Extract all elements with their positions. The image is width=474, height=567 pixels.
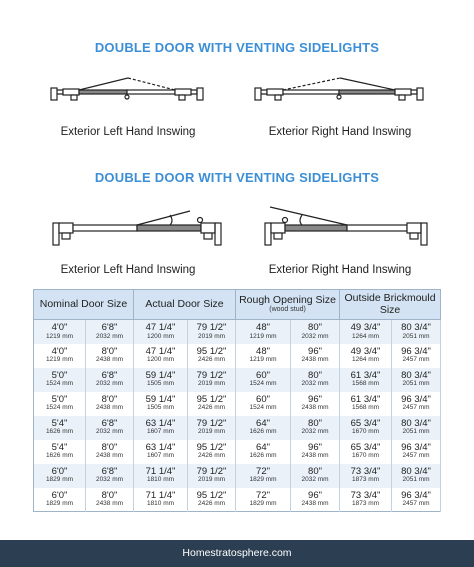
- door-diagram-row2-right: [262, 203, 430, 249]
- footer-bar: [0, 540, 474, 567]
- cell-value-imperial: 6'8": [101, 417, 118, 429]
- table-cell: [86, 488, 134, 512]
- cell-value-metric: 2457 mm: [402, 452, 430, 460]
- table-cell: [188, 464, 236, 488]
- footer-site-name: Homestratosphere.com: [182, 547, 292, 559]
- cell-value-imperial: 8'0": [101, 345, 118, 357]
- table-cell: [86, 368, 134, 392]
- section-heading-1: DOUBLE DOOR WITH VENTING SIDELIGHTS: [94, 40, 380, 55]
- cell-value-metric: 1200 mm: [146, 332, 175, 340]
- cell-value-imperial: 6'0": [51, 465, 68, 477]
- table-cell: [34, 344, 86, 368]
- table-cell: [236, 416, 291, 440]
- cell-value-imperial: 73 3/4": [350, 489, 381, 501]
- cell-value-imperial: 79 1/2": [196, 465, 227, 477]
- table-cell: [291, 368, 340, 392]
- cell-value-imperial: 80 3/4": [401, 322, 431, 333]
- table-cell: [134, 440, 188, 464]
- cell-value-imperial: 60": [256, 369, 270, 381]
- cell-value-imperial: 48": [256, 322, 270, 333]
- cell-value-imperial: 71 1/4": [145, 489, 176, 501]
- table-row: [34, 344, 441, 368]
- table-cell: [291, 464, 340, 488]
- cell-value-imperial: 60": [256, 393, 270, 405]
- cell-value-imperial: 63 1/4": [145, 417, 176, 429]
- cell-value-imperial: 48": [256, 345, 270, 357]
- cell-value-imperial: 6'8": [101, 322, 118, 333]
- cell-value-imperial: 95 1/2": [196, 441, 227, 453]
- cell-value-metric: 1829 mm: [45, 476, 74, 484]
- cell-value-metric: 2019 mm: [197, 476, 226, 484]
- table-cell: [340, 320, 392, 344]
- cell-value-metric: 1607 mm: [146, 428, 175, 436]
- cell-value-metric: 2438 mm: [301, 500, 329, 508]
- cell-value-imperial: 59 1/4": [145, 369, 176, 381]
- cell-value-imperial: 96": [308, 345, 322, 357]
- cell-value-metric: 2019 mm: [197, 428, 226, 436]
- cell-value-metric: 2051 mm: [402, 476, 430, 484]
- cell-value-metric: 1264 mm: [351, 356, 380, 364]
- cell-value-imperial: 8'0": [101, 489, 118, 501]
- cell-value-imperial: 6'8": [101, 465, 118, 477]
- cell-value-metric: 1873 mm: [351, 500, 380, 508]
- door-diagram-row1-left: [48, 76, 208, 110]
- table-cell: [291, 440, 340, 464]
- cell-value-metric: 2051 mm: [402, 332, 430, 340]
- cell-value-imperial: 95 1/2": [196, 393, 227, 405]
- cell-value-imperial: 8'0": [101, 393, 118, 405]
- cell-value-imperial: 72": [256, 465, 270, 477]
- cell-value-metric: 1626 mm: [249, 428, 277, 436]
- table-cell: [392, 488, 441, 512]
- cell-value-imperial: 73 3/4": [350, 465, 381, 477]
- caption-row2-right: Exterior Right Hand Inswing: [268, 264, 412, 276]
- section-heading-2: DOUBLE DOOR WITH VENTING SIDELIGHTS: [94, 170, 380, 185]
- table-cell: [236, 344, 291, 368]
- table-cell: [340, 440, 392, 464]
- caption-row1-left: Exterior Left Hand Inswing: [60, 126, 196, 138]
- cell-value-metric: 2051 mm: [402, 428, 430, 436]
- table-cell: [86, 344, 134, 368]
- cell-value-imperial: 65 3/4": [350, 417, 381, 429]
- cell-value-metric: 2051 mm: [402, 380, 430, 388]
- cell-value-imperial: 47 1/4": [145, 322, 176, 333]
- table-cell: [86, 416, 134, 440]
- table-cell: [134, 464, 188, 488]
- table-row: [34, 368, 441, 392]
- cell-value-imperial: 80": [308, 417, 322, 429]
- cell-value-imperial: 47 1/4": [145, 345, 176, 357]
- cell-value-metric: 1219 mm: [45, 332, 74, 340]
- table-cell: [236, 440, 291, 464]
- table-cell: [340, 368, 392, 392]
- cell-value-imperial: 61 3/4": [350, 393, 381, 405]
- table-cell: [392, 368, 441, 392]
- cell-value-metric: 2438 mm: [95, 452, 124, 460]
- cell-value-metric: 2457 mm: [402, 356, 430, 364]
- table-cell: [236, 320, 291, 344]
- table-cell: [86, 320, 134, 344]
- header-outside-brickmould-size: Outside Brickmould Size: [340, 290, 441, 320]
- cell-value-metric: 2438 mm: [301, 404, 329, 412]
- cell-value-metric: 1524 mm: [249, 404, 277, 412]
- table-row: [34, 320, 441, 344]
- table-cell: [134, 368, 188, 392]
- table-cell: [34, 464, 86, 488]
- cell-value-metric: 1524 mm: [249, 380, 277, 388]
- cell-value-metric: 1568 mm: [351, 380, 380, 388]
- cell-value-imperial: 96": [308, 441, 322, 453]
- cell-value-imperial: 72": [256, 489, 270, 501]
- table-cell: [188, 488, 236, 512]
- table-row: [34, 464, 441, 488]
- cell-value-metric: 1505 mm: [146, 380, 175, 388]
- table-cell: [34, 440, 86, 464]
- cell-value-imperial: 79 1/2": [196, 322, 227, 333]
- cell-value-imperial: 49 3/4": [350, 322, 381, 333]
- header-actual-door-size: Actual Door Size: [134, 290, 236, 320]
- table-cell: [188, 368, 236, 392]
- cell-value-metric: 2457 mm: [402, 500, 430, 508]
- cell-value-imperial: 49 3/4": [350, 345, 381, 357]
- table-cell: [236, 488, 291, 512]
- cell-value-metric: 1626 mm: [249, 452, 277, 460]
- cell-value-imperial: 79 1/2": [196, 369, 227, 381]
- cell-value-metric: 2032 mm: [95, 332, 124, 340]
- cell-value-metric: 2032 mm: [95, 380, 124, 388]
- cell-value-metric: 1873 mm: [351, 476, 380, 484]
- table-cell: [392, 320, 441, 344]
- table-row: [34, 440, 441, 464]
- table-cell: [236, 464, 291, 488]
- header-rough-opening-size: Rough Opening Size (wood stud): [236, 290, 340, 320]
- table-cell: [340, 392, 392, 416]
- table-cell: [34, 320, 86, 344]
- table-cell: [86, 440, 134, 464]
- table-cell: [291, 488, 340, 512]
- cell-value-metric: 2457 mm: [402, 404, 430, 412]
- table-cell: [34, 416, 86, 440]
- table-cell: [392, 392, 441, 416]
- table-cell: [134, 416, 188, 440]
- cell-value-imperial: 65 3/4": [350, 441, 381, 453]
- cell-value-metric: 1505 mm: [146, 404, 175, 412]
- table-cell: [188, 320, 236, 344]
- table-cell: [188, 344, 236, 368]
- cell-value-metric: 1219 mm: [249, 332, 277, 340]
- cell-value-metric: 2438 mm: [301, 356, 329, 364]
- cell-value-imperial: 79 1/2": [196, 417, 227, 429]
- cell-value-imperial: 63 1/4": [145, 441, 176, 453]
- door-diagram-row1-right: [252, 76, 428, 110]
- cell-value-metric: 1670 mm: [351, 452, 380, 460]
- cell-value-metric: 1810 mm: [146, 476, 175, 484]
- table-row: [34, 416, 441, 440]
- table-cell: [291, 320, 340, 344]
- cell-value-metric: 2438 mm: [301, 452, 329, 460]
- cell-value-metric: 2019 mm: [197, 380, 226, 388]
- cell-value-metric: 1626 mm: [45, 452, 74, 460]
- table-cell: [340, 488, 392, 512]
- cell-value-imperial: 71 1/4": [145, 465, 176, 477]
- cell-value-metric: 1524 mm: [45, 380, 74, 388]
- table-cell: [340, 344, 392, 368]
- table-cell: [291, 392, 340, 416]
- cell-value-metric: 2032 mm: [301, 428, 329, 436]
- table-cell: [291, 416, 340, 440]
- cell-value-imperial: 80": [308, 465, 322, 477]
- cell-value-metric: 2032 mm: [301, 332, 329, 340]
- cell-value-metric: 1568 mm: [351, 404, 380, 412]
- cell-value-imperial: 59 1/4": [145, 393, 176, 405]
- cell-value-metric: 1829 mm: [249, 500, 277, 508]
- cell-value-imperial: 4'0": [51, 322, 68, 333]
- cell-value-imperial: 61 3/4": [350, 369, 381, 381]
- cell-value-metric: 2032 mm: [301, 476, 329, 484]
- table-cell: [34, 488, 86, 512]
- cell-value-imperial: 64": [256, 417, 270, 429]
- cell-value-imperial: 80": [308, 322, 322, 333]
- cell-value-imperial: 96 3/4": [401, 345, 431, 357]
- cell-value-metric: 2426 mm: [197, 404, 226, 412]
- cell-value-metric: 1219 mm: [45, 356, 74, 364]
- cell-value-metric: 1524 mm: [45, 404, 74, 412]
- cell-value-imperial: 96 3/4": [401, 489, 431, 501]
- header-nominal-door-size: Nominal Door Size: [34, 290, 134, 320]
- cell-value-imperial: 5'4": [51, 417, 68, 429]
- table-row: [34, 488, 441, 512]
- caption-row2-left: Exterior Left Hand Inswing: [60, 264, 196, 276]
- cell-value-metric: 1219 mm: [249, 356, 277, 364]
- cell-value-imperial: 96": [308, 489, 322, 501]
- cell-value-metric: 1829 mm: [45, 500, 74, 508]
- cell-value-metric: 1829 mm: [249, 476, 277, 484]
- caption-row1-right: Exterior Right Hand Inswing: [268, 126, 412, 138]
- cell-value-imperial: 64": [256, 441, 270, 453]
- cell-value-metric: 2426 mm: [197, 452, 226, 460]
- cell-value-imperial: 5'0": [51, 393, 68, 405]
- table-cell: [236, 368, 291, 392]
- table-cell: [134, 344, 188, 368]
- table-cell: [392, 464, 441, 488]
- table-cell: [340, 464, 392, 488]
- door-size-table: [33, 289, 441, 512]
- table-cell: [188, 416, 236, 440]
- cell-value-metric: 2438 mm: [95, 500, 124, 508]
- cell-value-imperial: 4'0": [51, 345, 68, 357]
- cell-value-metric: 2032 mm: [95, 476, 124, 484]
- cell-value-metric: 1626 mm: [45, 428, 74, 436]
- table-cell: [134, 392, 188, 416]
- cell-value-imperial: 96 3/4": [401, 441, 431, 453]
- cell-value-metric: 2426 mm: [197, 356, 226, 364]
- cell-value-metric: 1810 mm: [146, 500, 175, 508]
- cell-value-imperial: 80 3/4": [401, 465, 431, 477]
- table-cell: [236, 392, 291, 416]
- table-cell: [188, 392, 236, 416]
- table-cell: [392, 416, 441, 440]
- cell-value-metric: 2438 mm: [95, 404, 124, 412]
- cell-value-imperial: 95 1/2": [196, 489, 227, 501]
- table-cell: [34, 368, 86, 392]
- table-cell: [392, 440, 441, 464]
- cell-value-imperial: 5'0": [51, 369, 68, 381]
- cell-value-metric: 1264 mm: [351, 332, 380, 340]
- cell-value-imperial: 96": [308, 393, 322, 405]
- table-header-row: [34, 290, 441, 320]
- table-cell: [134, 488, 188, 512]
- cell-value-imperial: 96 3/4": [401, 393, 431, 405]
- table-cell: [340, 416, 392, 440]
- cell-value-metric: 1670 mm: [351, 428, 380, 436]
- door-diagram-row2-left: [50, 203, 224, 249]
- table-cell: [86, 392, 134, 416]
- table-cell: [86, 464, 134, 488]
- cell-value-metric: 1607 mm: [146, 452, 175, 460]
- table-cell: [34, 392, 86, 416]
- cell-value-imperial: 6'0": [51, 489, 68, 501]
- table-cell: [188, 440, 236, 464]
- table-row: [34, 392, 441, 416]
- cell-value-metric: 2032 mm: [301, 380, 329, 388]
- cell-value-imperial: 95 1/2": [196, 345, 227, 357]
- table-cell: [134, 320, 188, 344]
- cell-value-metric: 1200 mm: [146, 356, 175, 364]
- table-cell: [392, 344, 441, 368]
- cell-value-imperial: 5'4": [51, 441, 68, 453]
- table-cell: [291, 344, 340, 368]
- cell-value-imperial: 80": [308, 369, 322, 381]
- cell-value-imperial: 6'8": [101, 369, 118, 381]
- cell-value-metric: 2019 mm: [197, 332, 226, 340]
- cell-value-imperial: 80 3/4": [401, 417, 431, 429]
- cell-value-metric: 2426 mm: [197, 500, 226, 508]
- cell-value-imperial: 80 3/4": [401, 369, 431, 381]
- cell-value-metric: 2032 mm: [95, 428, 124, 436]
- cell-value-metric: 2438 mm: [95, 356, 124, 364]
- cell-value-imperial: 8'0": [101, 441, 118, 453]
